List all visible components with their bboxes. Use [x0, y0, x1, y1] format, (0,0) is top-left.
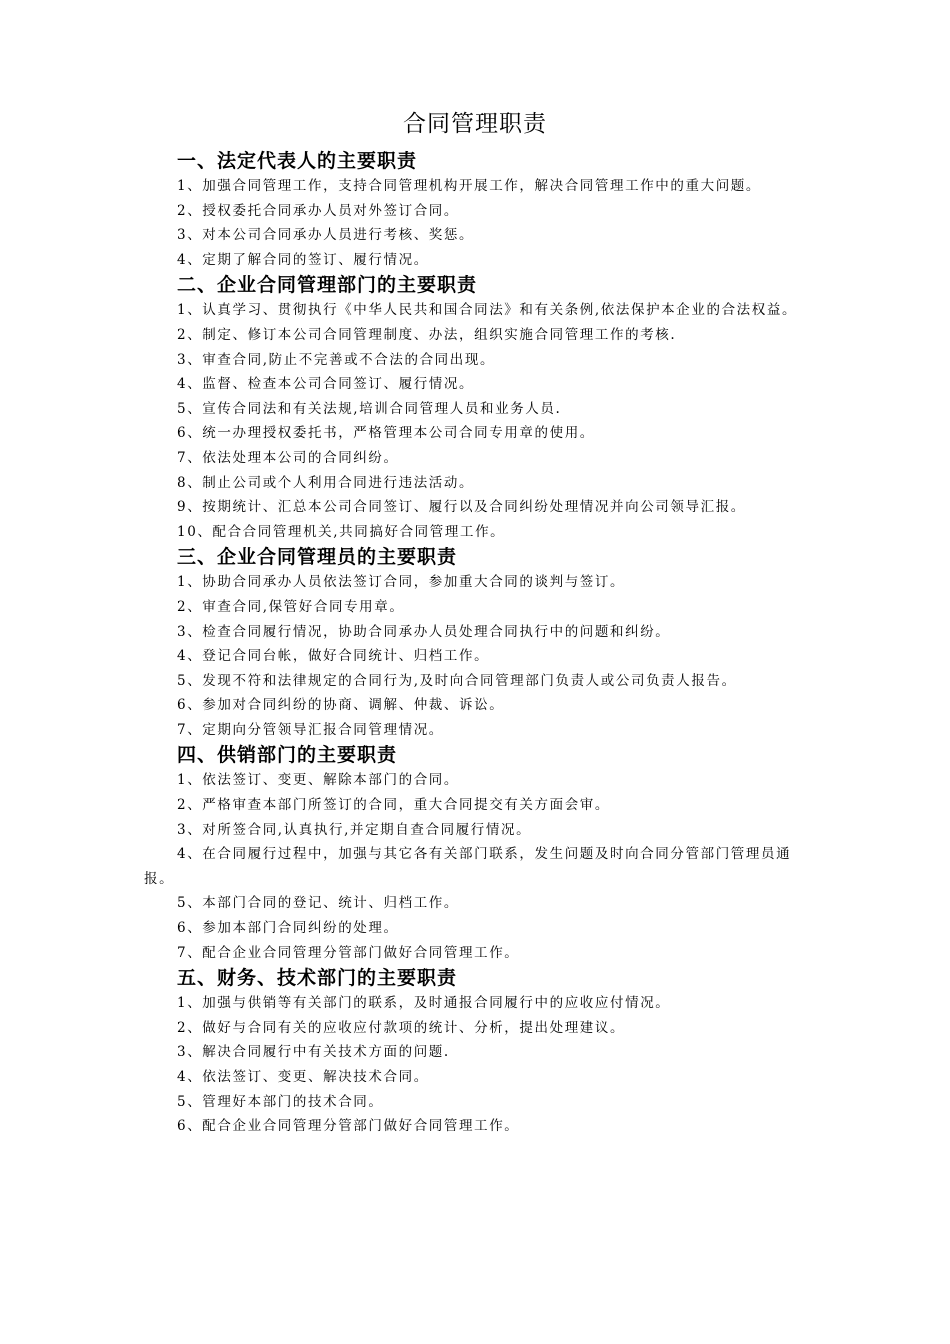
section-contract-administrator [144, 544, 816, 742]
list-item: 1、认真学习、贯彻执行《中华人民共和国合同法》和有关条例,依法保护本企业的合法权益。 [177, 302, 798, 319]
list-item: 7、定期向分管领导汇报合同管理情况。 [177, 721, 444, 738]
list-item: 4、在合同履行过程中，加强与其它各有关部门联系，发生问题及时向合同分管部门管理员通报。 [144, 846, 792, 887]
list-item: 8、制止公司或个人利用合同进行违法活动。 [177, 474, 475, 491]
list-item: 4、登记合同台帐，做好合同统计、归档工作。 [177, 648, 490, 665]
section-heading: 一、法定代表人的主要职责 [177, 150, 418, 172]
section-supply-sales [144, 742, 816, 965]
list-item: 2、授权委托合同承办人员对外签订合同。 [177, 202, 459, 219]
list-item: 2、严格审查本部门所签订的合同，重大合同提交有关方面会审。 [177, 797, 610, 814]
section-heading: 四、供销部门的主要职责 [177, 744, 398, 767]
list-item: 1、协助合同承办人员依法签订合同，参加重大合同的谈判与签订。 [177, 574, 626, 591]
document-body [144, 148, 816, 1139]
section-heading: 五、财务、技术部门的主要职责 [177, 967, 458, 990]
section-heading: 三、企业合同管理员的主要职责 [177, 546, 458, 569]
list-item: 1、加强合同管理工作，支持合同管理机构开展工作，解决合同管理工作中的重大问题。 [177, 178, 761, 194]
list-item: 4、定期了解合同的签订、履行情况。 [177, 251, 429, 268]
list-item: 9、按期统计、汇总本公司合同签订、履行以及合同纠纷处理情况并向公司领导汇报。 [177, 499, 746, 516]
list-item: 1、依法签订、变更、解除本部门的合同。 [177, 772, 459, 789]
list-item: 5、发现不符和法律规定的合同行为,及时向合同管理部门负责人或公司负责人报告。 [177, 672, 737, 689]
list-item: 1、加强与供销等有关部门的联系，及时通报合同履行中的应收应付情况。 [177, 995, 671, 1012]
list-item: 2、做好与合同有关的应收应付款项的统计、分析，提出处理建议。 [177, 1019, 626, 1036]
list-item: 4、依法签订、变更、解决技术合同。 [177, 1069, 429, 1085]
document-title: 合同管理职责 [403, 111, 547, 137]
list-item: 6、统一办理授权委托书，严格管理本公司合同专用章的使用。 [177, 425, 595, 442]
list-item: 2、审查合同,保管好合同专用章。 [177, 598, 405, 615]
section-finance-technology [144, 965, 816, 1139]
list-item: 2、制定、修订本公司合同管理制度、办法，组织实施合同管理工作的考核. [177, 326, 677, 343]
section-legal-representative [144, 148, 816, 272]
list-item: 3、审查合同,防止不完善或不合法的合同出现。 [177, 351, 496, 368]
list-item: 5、宣传合同法和有关法规,培训合同管理人员和业务人员. [177, 400, 562, 417]
list-item: 3、对所签合同,认真执行,并定期自查合同履行情况。 [177, 821, 532, 838]
list-item: 5、本部门合同的登记、统计、归档工作。 [177, 895, 459, 912]
section-contract-department [144, 272, 816, 544]
list-item: 3、解决合同履行中有关技术方面的问题. [177, 1044, 450, 1061]
section-heading: 二、企业合同管理部门的主要职责 [177, 274, 478, 297]
list-item: 7、依法处理本公司的合同纠纷。 [177, 449, 399, 466]
list-item: 6、参加对合同纠纷的协商、调解、仲裁、诉讼。 [177, 697, 505, 714]
list-item: 5、管理好本部门的技术合同。 [177, 1093, 384, 1110]
list-item: 6、配合企业合同管理分管部门做好合同管理工作。 [177, 1118, 520, 1135]
list-item: 10、配合合同管理机关,共同搞好合同管理工作。 [177, 523, 506, 540]
list-item: 4、监督、检查本公司合同签订、履行情况。 [177, 376, 475, 393]
list-item: 3、检查合同履行情况，协助合同承办人员处理合同执行中的问题和纠纷。 [177, 623, 671, 640]
list-item: 6、参加本部门合同纠纷的处理。 [177, 920, 399, 937]
list-item: 3、对本公司合同承办人员进行考核、奖惩。 [177, 227, 475, 244]
list-item: 7、配合企业合同管理分管部门做好合同管理工作。 [177, 944, 520, 961]
